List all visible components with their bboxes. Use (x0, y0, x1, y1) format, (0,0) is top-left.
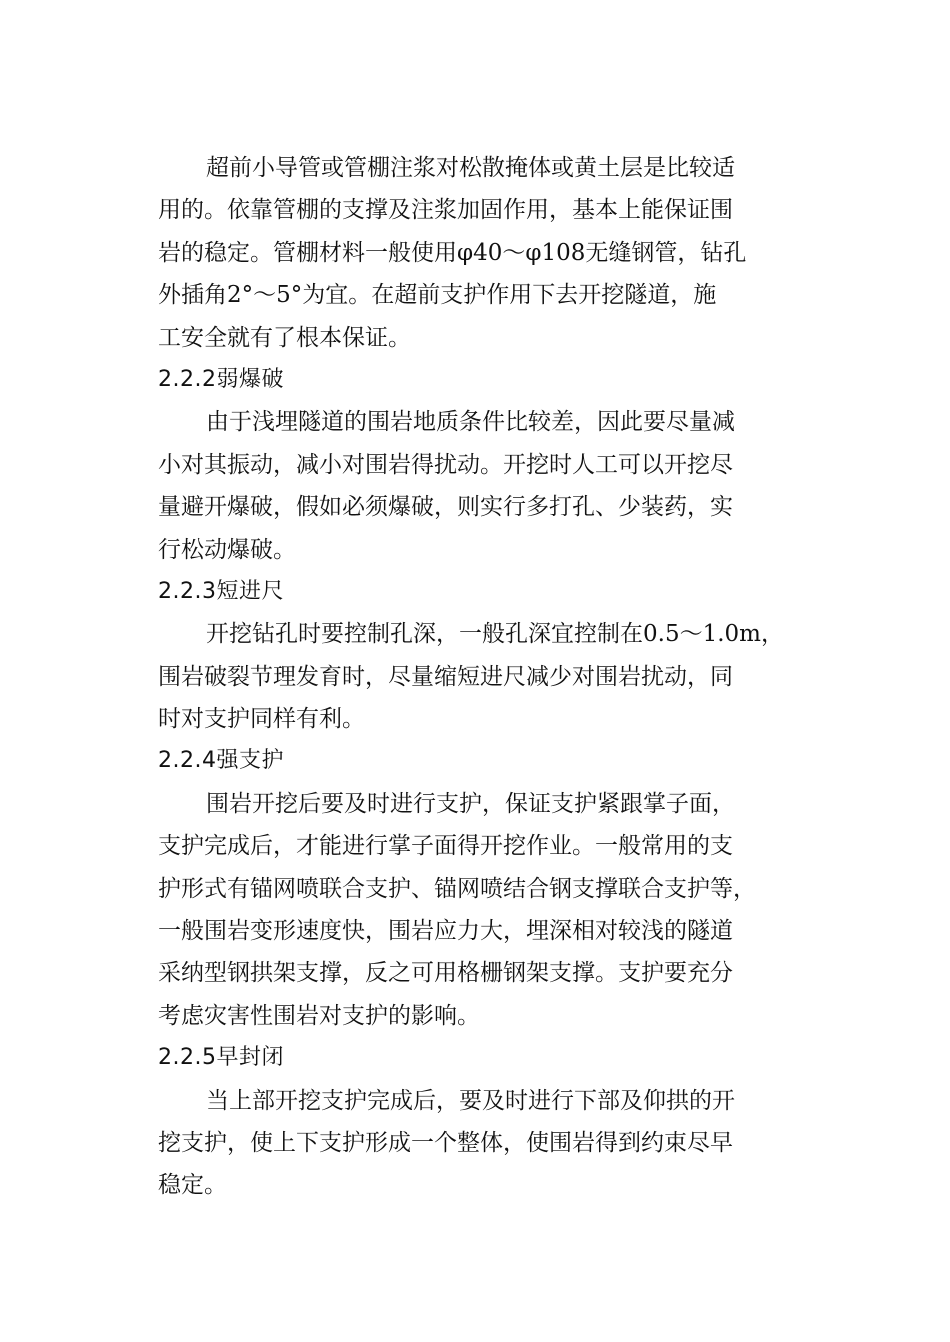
section-early-closure (158, 1037, 818, 1207)
paragraph-line: 时对支护同样有利。 (158, 706, 365, 733)
section-weak-blasting (158, 359, 818, 571)
paragraph-line: 支护完成后，才能进行掌子面得开挖作业。一般常用的支 (158, 833, 733, 860)
section-heading: 2.2.5早封闭 (158, 1045, 284, 1071)
paragraph-line: 护形式有锚网喷联合支护、锚网喷结合钢支撑联合支护等， (158, 875, 756, 902)
paragraph-line: 用的。依靠管棚的支撑及注浆加固作用，基本上能保证围 (158, 197, 733, 224)
section-heading: 2.2.4强支护 (158, 748, 284, 774)
document-page (158, 147, 818, 1207)
paragraph-line: 外插角2°～5°为宜。在超前支护作用下去开挖隧道，施 (158, 282, 717, 309)
paragraph-line: 围岩破裂节理发育时，尽量缩短进尺减少对围岩扰动，同 (158, 663, 733, 690)
paragraph-line: 采纳型钢拱架支撑，反之可用格栅钢架支撑。支护要充分 (158, 960, 733, 987)
paragraph-line: 一般围岩变形速度快，围岩应力大，埋深相对较浅的隧道 (158, 918, 733, 945)
paragraph-line: 围岩开挖后要及时进行支护，保证支护紧跟掌子面， (206, 790, 735, 817)
paragraph-line: 量避开爆破，假如必须爆破，则实行多打孔、少装药，实 (158, 494, 733, 521)
paragraph-line: 工安全就有了根本保证。 (158, 324, 411, 351)
paragraph-line: 小对其振动，减小对围岩得扰动。开挖时人工可以开挖尽 (158, 451, 733, 478)
section-strong-support (158, 740, 818, 1037)
paragraph-line: 由于浅埋隧道的围岩地质条件比较差，因此要尽量减 (206, 409, 735, 436)
intro-paragraph (158, 147, 818, 359)
paragraph-line: 考虑灾害性围岩对支护的影响。 (158, 1002, 480, 1029)
section-heading: 2.2.2弱爆破 (158, 366, 284, 392)
paragraph-line: 行松动爆破。 (158, 536, 296, 563)
paragraph-line: 超前小导管或管棚注浆对松散掩体或黄土层是比较适 (206, 155, 735, 181)
section-heading: 2.2.3短进尺 (158, 578, 284, 604)
paragraph-line: 稳定。 (158, 1172, 227, 1199)
paragraph-line: 当上部开挖支护完成后，要及时进行下部及仰拱的开 (206, 1087, 735, 1114)
paragraph-line: 挖支护，使上下支护形成一个整体，使围岩得到约束尽早 (158, 1129, 733, 1156)
paragraph-line: 开挖钻孔时要控制孔深，一般孔深宜控制在0.5～1.0m， (206, 621, 784, 648)
paragraph-line: 岩的稳定。管棚材料一般使用φ40～φ108无缝钢管，钻孔 (158, 239, 747, 266)
section-short-footage (158, 571, 818, 741)
